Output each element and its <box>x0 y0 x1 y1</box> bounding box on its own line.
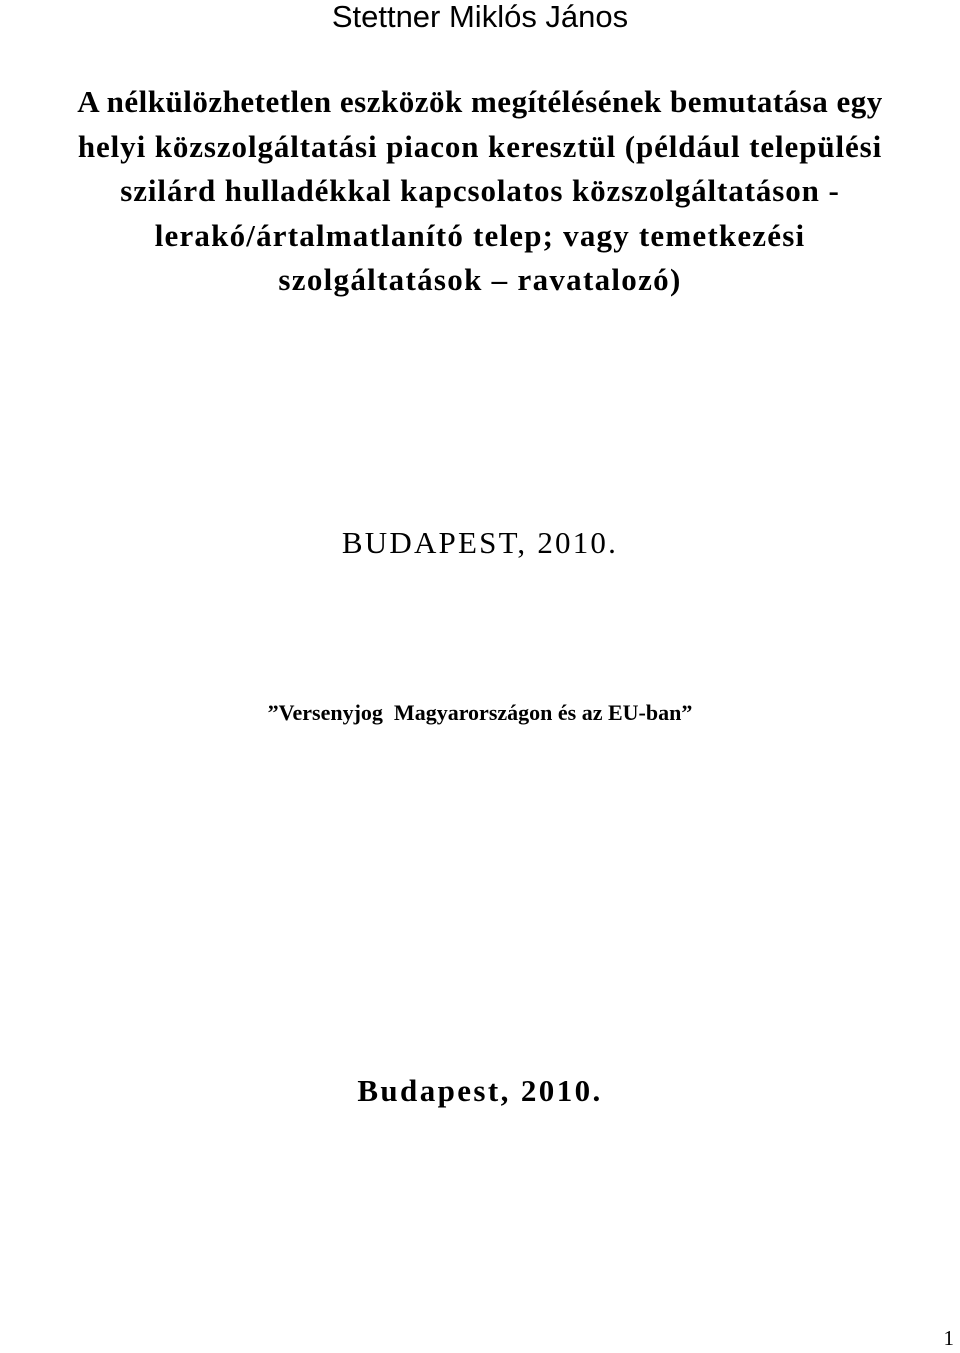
author-name: Stettner Miklós János <box>331 0 629 34</box>
page-number: 1 <box>943 1326 954 1350</box>
title-line-5: szolgáltatások – ravatalozó) <box>278 262 682 297</box>
title-line-1: A nélkülözhetetlen eszközök megítélésének bemutatása egy <box>77 84 883 119</box>
title-line-4: lerakó/ártalmatlanító telep; vagy temetkezési <box>154 217 806 253</box>
thesis-title <box>0 80 960 303</box>
place-date: Budapest, 2010. <box>357 1073 603 1108</box>
title-line-3: szilárd hulladékkal kapcsolatos közszolgáltatáson - <box>120 173 840 208</box>
course-subject: ”Versenyjog Magyarországon és az EU-ban” <box>267 700 693 725</box>
title-line-2: helyi közszolgáltatási piacon keresztül (például települési <box>77 128 883 164</box>
place-date-uppercase: BUDAPEST, 2010. <box>341 525 619 560</box>
